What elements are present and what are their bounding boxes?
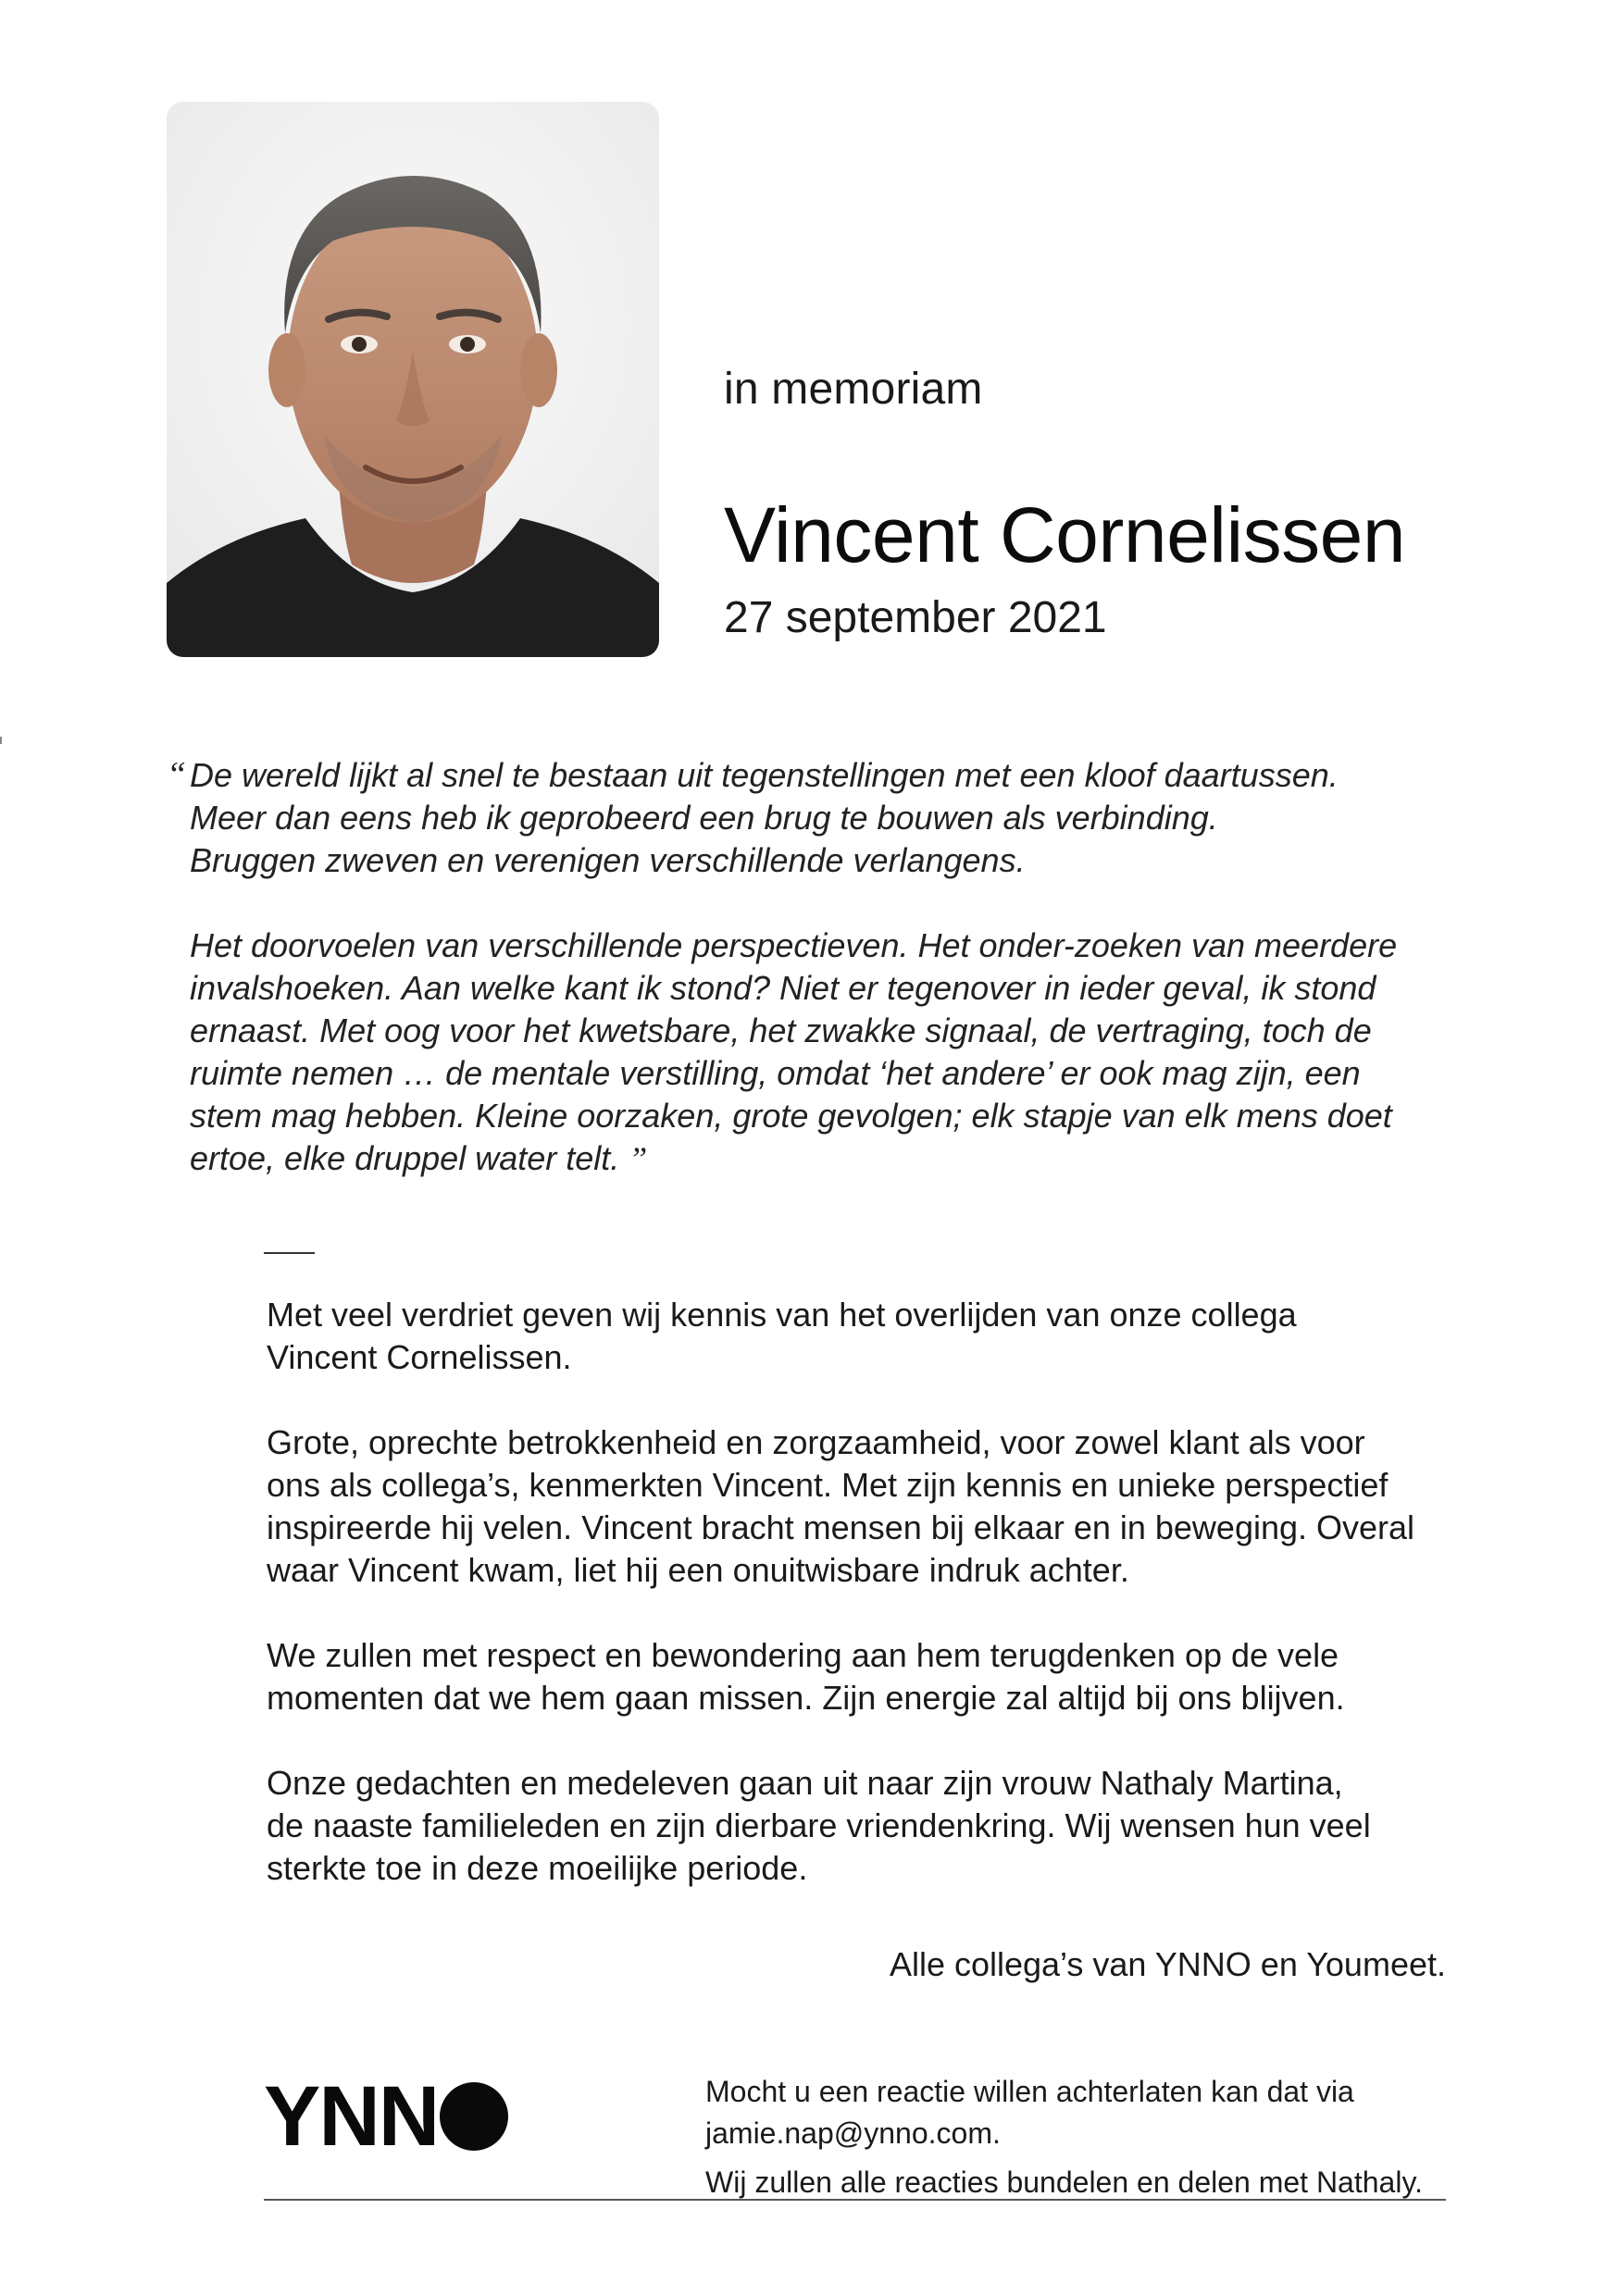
quote-line: Meer dan eens heb ik geprobeerd een brug te bouwen als verbinding. (190, 799, 1218, 837)
body-line: sterkte toe in deze moeilijke periode. (267, 1849, 808, 1887)
quote-block (190, 754, 1467, 1180)
footer-line: Wij zullen alle reacties bundelen en delen met Nathaly. (705, 2166, 1423, 2199)
logo-circle-icon (440, 2082, 508, 2151)
body-line: ons als collega’s, kenmerkten Vincent. Met zijn kennis en unieke perspectief (267, 1466, 1389, 1504)
quote-line-text: ertoe, elke druppel water telt. (190, 1139, 620, 1177)
body-line: de naaste familieleden en zijn dierbare vriendenkring. Wij wensen hun veel (267, 1806, 1371, 1844)
ynno-logo (264, 2069, 508, 2164)
section-divider (264, 1252, 315, 1254)
body-line: Vincent Cornelissen. (267, 1338, 572, 1376)
paragraph-gap (267, 1379, 1488, 1421)
footer-text (705, 2071, 1446, 2203)
quote-gap (190, 882, 1467, 925)
body-line: momenten dat we hem gaan missen. Zijn energie zal altijd bij ons blijven. (267, 1679, 1345, 1717)
quote-line-last (190, 1137, 1467, 1180)
body-line: waar Vincent kwam, liet hij een onuitwisbare indruk achter. (267, 1551, 1129, 1589)
portrait-photo (167, 102, 659, 657)
quote-line: ruimte nemen … de mentale verstilling, omdat ‘het andere’ er ook mag zijn, een (190, 1054, 1361, 1092)
logo-text: YNN (264, 2069, 439, 2164)
signoff: Alle collega’s van YNNO en Youmeet. (889, 1945, 1446, 1983)
body-line: Onze gedachten en medeleven gaan uit naar zijn vrouw Nathaly Martina, (267, 1764, 1343, 1802)
in-memoriam-label: in memoriam (724, 365, 983, 414)
quote-line: De wereld lijkt al snel te bestaan uit tegenstellingen met een kloof daartussen. (190, 756, 1339, 794)
person-name: Vincent Cornelissen (724, 491, 1406, 578)
body-line: Grote, oprechte betrokkenheid en zorgzaamheid, voor zowel klant als voor (267, 1423, 1365, 1461)
portrait-icon (167, 102, 659, 657)
contact-email: jamie.nap@ynno.com. (705, 2116, 1001, 2150)
quote-line: stem mag hebben. Kleine oorzaken, grote gevolgen; elk stapje van elk mens doet (190, 1097, 1392, 1135)
quote-close-mark: ” (629, 1140, 648, 1177)
paragraph-gap (267, 1719, 1488, 1762)
date-of-passing: 27 september 2021 (724, 593, 1107, 642)
footer-gap (705, 2154, 1446, 2162)
paragraph-gap (267, 1592, 1488, 1634)
quote-line: Het doorvoelen van verschillende perspectieven. Het onder-zoeken van meerdere (190, 926, 1398, 964)
footer-line: Mocht u een reactie willen achterlaten kan dat via (705, 2075, 1354, 2108)
edge-mark (0, 737, 2, 744)
footer-rule (264, 2199, 1446, 2201)
announcement-text (267, 1294, 1488, 1890)
quote-line: ernaast. Met oog voor het kwetsbare, het zwakke signaal, de vertraging, toch de (190, 1011, 1372, 1049)
body-line: We zullen met respect en bewondering aan hem terugdenken op de vele (267, 1636, 1339, 1674)
body-line: Met veel verdriet geven wij kennis van het overlijden van onze collega (267, 1296, 1297, 1334)
quote-line: Bruggen zweven en verenigen verschillende verlangens. (190, 841, 1026, 879)
body-line: inspireerde hij velen. Vincent bracht mensen bij elkaar en in beweging. Overal (267, 1508, 1415, 1546)
quote-open-mark: “ (167, 755, 187, 794)
quote-line: invalshoeken. Aan welke kant ik stond? Niet er tegenover in ieder geval, ik stond (190, 969, 1376, 1007)
